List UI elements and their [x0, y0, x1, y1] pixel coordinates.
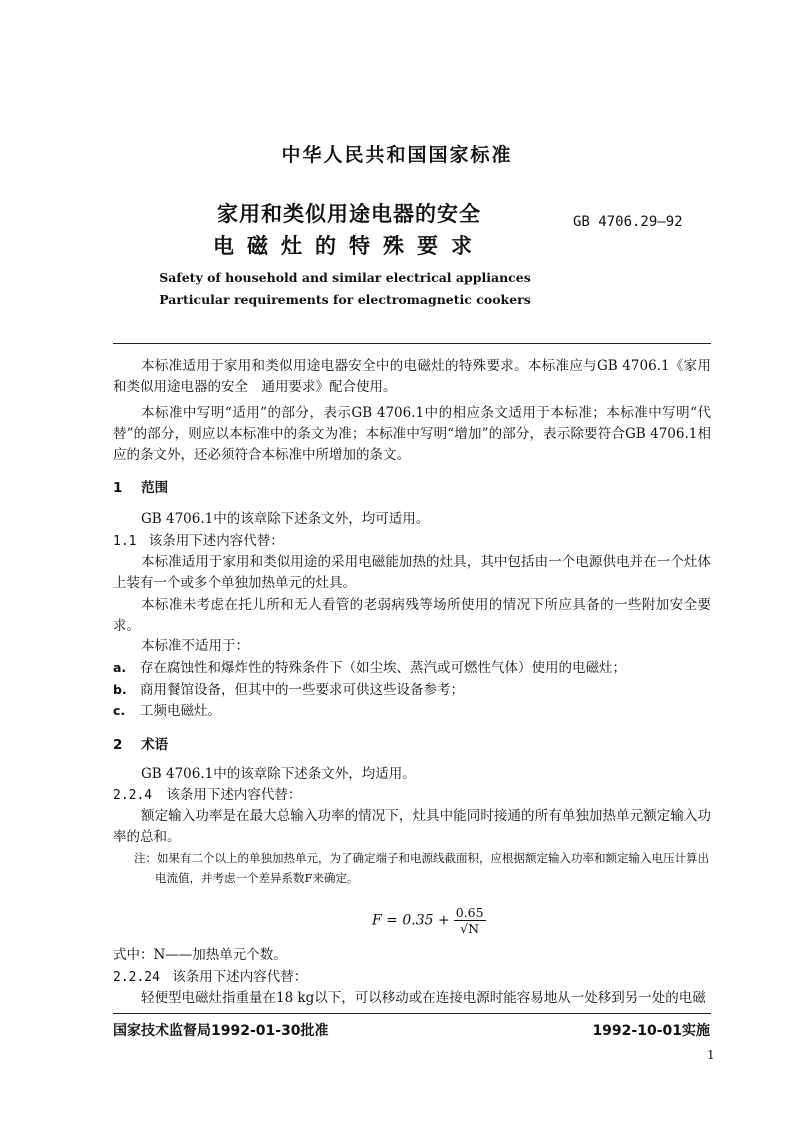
clause-2-2-24-number: 2.2.24	[113, 970, 160, 985]
footer-divider	[113, 1013, 711, 1014]
list-item	[113, 679, 464, 701]
list-item	[113, 657, 626, 679]
formula-numerator: 0.65	[455, 905, 484, 920]
section-2-heading	[113, 733, 168, 753]
list-item-label: c.	[113, 703, 126, 718]
clause-2-2-4	[113, 785, 301, 806]
formula-fraction	[454, 905, 486, 936]
section-2-number: 2	[113, 737, 123, 753]
clause-2-2-4-number: 2.2.4	[113, 788, 153, 803]
clause-1-1-paragraph-1: 本标准适用于家用和类似用途的采用电磁能加热的灶具，其中包括由一个电源供电并在一个灶体上装有一个或多个单独加热单元的灶具。	[113, 554, 711, 591]
title-line-1: 家用和类似用途电器的安全	[217, 202, 481, 226]
title-line-2: 电磁灶的特殊要求	[213, 234, 485, 258]
list-item-text: 工频电磁灶。	[140, 703, 221, 719]
effective-date: 1992-10-01实施	[592, 1023, 710, 1039]
list-item	[113, 700, 221, 722]
formula-where: 式中：N——加热单元个数。	[113, 947, 287, 963]
clause-1-1-paragraph-2: 本标准未考虑在托儿所和无人看管的老弱病残等场所使用的情况下所应具备的一些附加安全要求。	[113, 597, 711, 634]
clause-1-1-lead: 该条用下述内容代替：	[148, 533, 284, 549]
list-item-label: a.	[113, 660, 127, 675]
approval-date: 国家技术监督局1992-01-30批准	[113, 1023, 329, 1039]
section-1-number: 1	[113, 480, 123, 496]
clause-1-1-number: 1.1	[113, 534, 137, 549]
intro-paragraph-2: 本标准中写明“适用”的部分，表示GB 4706.1中的相应条文适用于本标准；本标准中写明“代替”的部分，则应以本标准中的条文为准；本标准中写明“增加”的部分，表示除要符合GB 4706.1相应的条文外，还必须符合本标准中所增加的条文。	[113, 405, 711, 463]
clause-2-2-24	[113, 967, 307, 988]
note-line-1: 注：如果有二个以上的单独加热单元，为了确定端子和电源线截面积，应根据额定输入功率和额定输入电压计算出	[134, 851, 709, 865]
section-1-heading	[113, 476, 168, 496]
clause-1-1	[113, 531, 284, 552]
formula	[372, 905, 486, 936]
section-2-title: 术语	[141, 737, 169, 753]
list-item-text: 商用餐馆设备，但其中的一些要求可供这些设备参考；	[140, 682, 464, 698]
section-1-intro: GB 4706.1中的该章除下述条文外，均可适用。	[141, 511, 430, 527]
page-number: 1	[707, 1048, 715, 1062]
formula-lhs: F = 0.35 +	[372, 912, 450, 929]
header-divider	[113, 343, 711, 344]
note-line-2: 电流值，并考虑一个差异系数F来确定。	[155, 871, 359, 885]
intro-paragraph-1: 本标准适用于家用和类似用途电器安全中的电磁灶的特殊要求。本标准应与GB 4706.1《家用和类似用途电器的安全 通用要求》配合使用。	[113, 358, 711, 395]
clause-2-2-24-paragraph: 轻便型电磁灶指重量在18 kg以下，可以移动或在连接电源时能容易地从一处移到另一处的电磁	[141, 990, 706, 1006]
clause-2-2-4-lead: 该条用下述内容代替：	[166, 787, 302, 803]
clause-1-1-paragraph-3: 本标准不适用于：	[141, 638, 249, 654]
country-title: 中华人民共和国国家标准	[281, 144, 513, 166]
section-1-title: 范围	[141, 480, 169, 496]
list-item-text: 存在腐蚀性和爆炸性的特殊条件下（如尘埃、蒸汽或可燃性气体）使用的电磁灶；	[140, 660, 626, 676]
section-2-intro: GB 4706.1中的该章除下述条文外，均适用。	[141, 766, 416, 782]
formula-denominator: √N	[460, 921, 480, 936]
list-item-label: b.	[113, 682, 127, 697]
english-title-line-2: Particular requirements for electromagnetic cookers	[159, 292, 531, 307]
english-title-line-1: Safety of household and similar electrical appliances	[159, 270, 531, 285]
clause-2-2-24-lead: 该条用下述内容代替：	[172, 969, 308, 985]
clause-2-2-4-paragraph: 额定输入功率是在最大总输入功率的情况下，灶具中能同时接通的所有单独加热单元额定输入功率的总和。	[113, 808, 711, 845]
standard-number: GB 4706.29—92	[573, 214, 683, 230]
